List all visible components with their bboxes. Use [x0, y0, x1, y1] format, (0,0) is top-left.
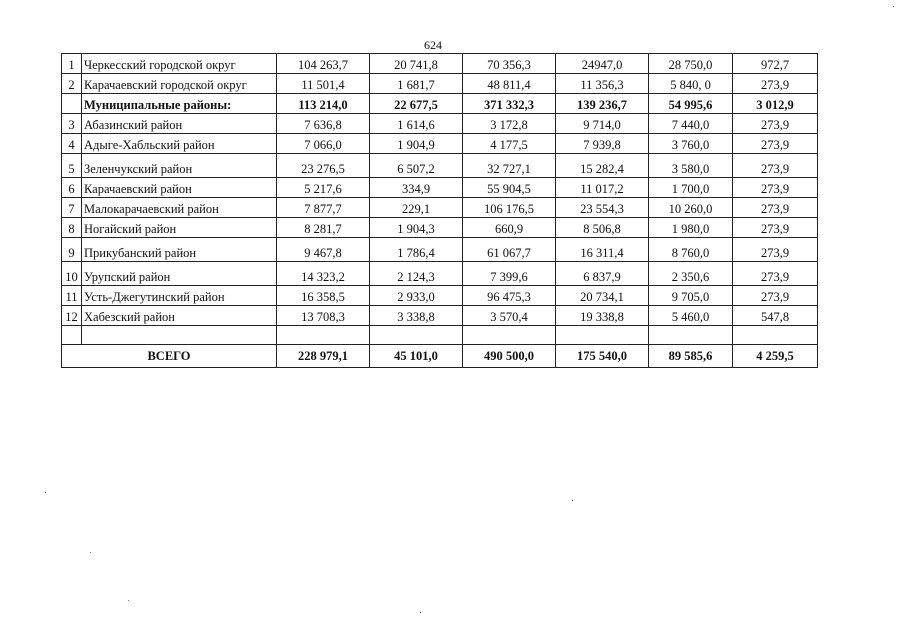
page-number: 624 — [424, 38, 442, 52]
empty-cell — [556, 326, 649, 345]
total-value: 228 979,1 — [277, 345, 370, 368]
row-number: 4 — [62, 134, 82, 154]
value-cell: 3 172,8 — [463, 114, 556, 134]
empty-cell — [370, 326, 463, 345]
district-name: Усть-Джегутинский район — [82, 286, 277, 306]
table-row — [62, 134, 818, 154]
value-cell: 8 281,7 — [277, 218, 370, 238]
value-cell: 15 282,4 — [556, 154, 649, 178]
value-cell: 273,9 — [733, 178, 818, 198]
row-number: 9 — [62, 238, 82, 262]
value-cell: 4 177,5 — [463, 134, 556, 154]
scan-speck — [128, 600, 129, 601]
district-name: Абазинский район — [82, 114, 277, 134]
value-cell: 273,9 — [733, 114, 818, 134]
district-name: Малокарачаевский район — [82, 198, 277, 218]
value-cell: 22 677,5 — [370, 94, 463, 114]
district-name: Адыге-Хабльский район — [82, 134, 277, 154]
value-cell: 5 840, 0 — [649, 74, 733, 94]
table-row — [62, 74, 818, 94]
scan-speck — [572, 500, 573, 501]
value-cell: 96 475,3 — [463, 286, 556, 306]
value-cell: 24947,0 — [556, 54, 649, 74]
value-cell: 1 786,4 — [370, 238, 463, 262]
row-number: 12 — [62, 306, 82, 326]
district-name: Карачаевский городской округ — [82, 74, 277, 94]
total-value: 45 101,0 — [370, 345, 463, 368]
value-cell: 13 708,3 — [277, 306, 370, 326]
value-cell: 3 760,0 — [649, 134, 733, 154]
value-cell: 273,9 — [733, 198, 818, 218]
scan-speck — [90, 552, 91, 553]
district-name: Карачаевский район — [82, 178, 277, 198]
total-row — [62, 345, 818, 368]
value-cell: 8 506,8 — [556, 218, 649, 238]
table-row — [62, 218, 818, 238]
value-cell: 334,9 — [370, 178, 463, 198]
empty-cell — [649, 326, 733, 345]
value-cell: 273,9 — [733, 218, 818, 238]
value-cell: 273,9 — [733, 134, 818, 154]
value-cell: 54 995,6 — [649, 94, 733, 114]
value-cell: 371 332,3 — [463, 94, 556, 114]
district-name: Зеленчукский район — [82, 154, 277, 178]
empty-cell — [733, 326, 818, 345]
row-number: 6 — [62, 178, 82, 198]
value-cell: 1 700,0 — [649, 178, 733, 198]
value-cell: 20 741,8 — [370, 54, 463, 74]
table-row — [62, 198, 818, 218]
total-value: 4 259,5 — [733, 345, 818, 368]
value-cell: 11 501,4 — [277, 74, 370, 94]
value-cell: 1 614,6 — [370, 114, 463, 134]
value-cell: 273,9 — [733, 262, 818, 286]
value-cell: 10 260,0 — [649, 198, 733, 218]
value-cell: 9 467,8 — [277, 238, 370, 262]
total-value: 89 585,6 — [649, 345, 733, 368]
table-row — [62, 306, 818, 326]
value-cell: 70 356,3 — [463, 54, 556, 74]
value-cell: 28 750,0 — [649, 54, 733, 74]
value-cell: 11 017,2 — [556, 178, 649, 198]
value-cell: 229,1 — [370, 198, 463, 218]
total-label: ВСЕГО — [62, 345, 277, 368]
value-cell: 273,9 — [733, 154, 818, 178]
value-cell: 7 399,6 — [463, 262, 556, 286]
value-cell: 3 580,0 — [649, 154, 733, 178]
value-cell: 11 356,3 — [556, 74, 649, 94]
value-cell: 7 636,8 — [277, 114, 370, 134]
scan-speck — [420, 612, 421, 613]
total-value: 175 540,0 — [556, 345, 649, 368]
value-cell: 660,9 — [463, 218, 556, 238]
row-number: 2 — [62, 74, 82, 94]
value-cell: 23 554,3 — [556, 198, 649, 218]
value-cell: 273,9 — [733, 238, 818, 262]
row-number — [62, 94, 82, 114]
value-cell: 273,9 — [733, 286, 818, 306]
row-number: 3 — [62, 114, 82, 134]
row-number: 7 — [62, 198, 82, 218]
value-cell: 106 176,5 — [463, 198, 556, 218]
row-number: 10 — [62, 262, 82, 286]
value-cell: 6 507,2 — [370, 154, 463, 178]
value-cell: 9 714,0 — [556, 114, 649, 134]
value-cell: 1 904,3 — [370, 218, 463, 238]
value-cell: 104 263,7 — [277, 54, 370, 74]
scan-speck — [45, 492, 46, 493]
subtotal-row — [62, 94, 818, 114]
value-cell: 6 837,9 — [556, 262, 649, 286]
row-number: 5 — [62, 154, 82, 178]
value-cell: 2 124,3 — [370, 262, 463, 286]
empty-row — [62, 326, 818, 345]
value-cell: 1 681,7 — [370, 74, 463, 94]
empty-cell — [277, 326, 370, 345]
value-cell: 14 323,2 — [277, 262, 370, 286]
value-cell: 3 570,4 — [463, 306, 556, 326]
district-name: Урупский район — [82, 262, 277, 286]
value-cell: 5 217,6 — [277, 178, 370, 198]
row-number: 8 — [62, 218, 82, 238]
row-number: 11 — [62, 286, 82, 306]
value-cell: 20 734,1 — [556, 286, 649, 306]
value-cell: 2 350,6 — [649, 262, 733, 286]
value-cell: 7 066,0 — [277, 134, 370, 154]
value-cell: 48 811,4 — [463, 74, 556, 94]
value-cell: 7 877,7 — [277, 198, 370, 218]
data-table — [61, 53, 818, 368]
value-cell: 32 727,1 — [463, 154, 556, 178]
value-cell: 16 358,5 — [277, 286, 370, 306]
district-name: Хабезский район — [82, 306, 277, 326]
table-row — [62, 286, 818, 306]
value-cell: 19 338,8 — [556, 306, 649, 326]
table-row — [62, 238, 818, 262]
total-value: 490 500,0 — [463, 345, 556, 368]
value-cell: 3 012,9 — [733, 94, 818, 114]
subtotal-label: Муниципальные районы: — [82, 94, 277, 114]
empty-cell — [82, 326, 277, 345]
value-cell: 1 980,0 — [649, 218, 733, 238]
district-name: Прикубанский район — [82, 238, 277, 262]
district-name: Ногайский район — [82, 218, 277, 238]
value-cell: 113 214,0 — [277, 94, 370, 114]
value-cell: 5 460,0 — [649, 306, 733, 326]
value-cell: 273,9 — [733, 74, 818, 94]
value-cell: 139 236,7 — [556, 94, 649, 114]
table-row — [62, 178, 818, 198]
value-cell: 8 760,0 — [649, 238, 733, 262]
district-name: Черкесский городской округ — [82, 54, 277, 74]
value-cell: 16 311,4 — [556, 238, 649, 262]
row-number: 1 — [62, 54, 82, 74]
table-row — [62, 54, 818, 74]
empty-cell — [463, 326, 556, 345]
value-cell: 7 440,0 — [649, 114, 733, 134]
value-cell: 55 904,5 — [463, 178, 556, 198]
value-cell: 9 705,0 — [649, 286, 733, 306]
value-cell: 2 933,0 — [370, 286, 463, 306]
value-cell: 61 067,7 — [463, 238, 556, 262]
value-cell: 7 939,8 — [556, 134, 649, 154]
scan-speck — [893, 6, 894, 7]
table-row — [62, 154, 818, 178]
value-cell: 547,8 — [733, 306, 818, 326]
value-cell: 972,7 — [733, 54, 818, 74]
value-cell: 23 276,5 — [277, 154, 370, 178]
table-row — [62, 114, 818, 134]
empty-cell — [62, 326, 82, 345]
value-cell: 3 338,8 — [370, 306, 463, 326]
value-cell: 1 904,9 — [370, 134, 463, 154]
table-row — [62, 262, 818, 286]
